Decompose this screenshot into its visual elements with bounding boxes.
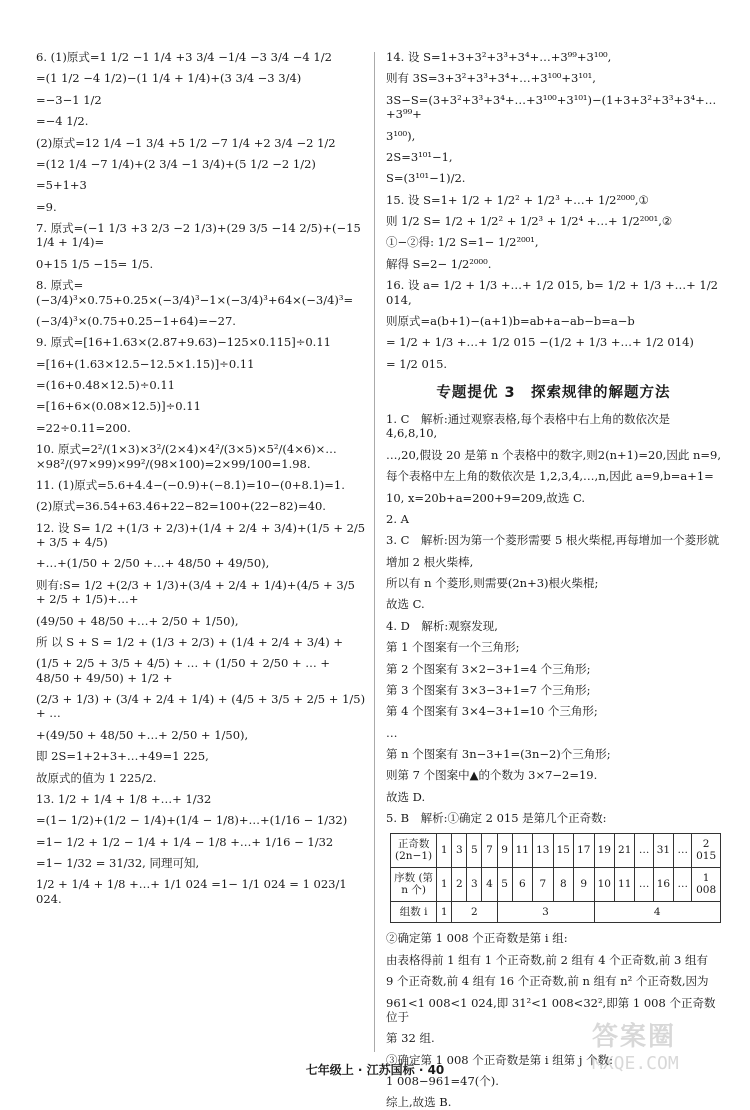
solution-line: 即 2S=1+2+3+…+49=1 225, (36, 749, 209, 764)
solution-line: 3. C 解析:因为第一个菱形需要 5 根火柴棍,再每增加一个菱形就 (386, 533, 720, 548)
table-cell: 2 (452, 867, 467, 901)
solution-line: =(1− 1/2)+(1/2 − 1/4)+(1/4 − 1/8)+…+(1/16 − 1/32) (36, 813, 348, 828)
solution-line: 3S−S=(3+3²+3³+3⁴+…+3¹⁰⁰+3¹⁰¹)−(1+3+3²+3³+3⁴+…+3⁹⁹+ (386, 92, 717, 122)
solution-line: +(49/50 + 48/50 +…+ 2/50 + 1/50), (36, 727, 249, 742)
table-cell: 5 (497, 867, 512, 901)
answers-1-5 (386, 412, 721, 826)
table-cell: 31 (653, 833, 673, 867)
solution-line: 所 以 S + S = 1/2 + (1/3 + 2/3) + (1/4 + 2/4 + 3/4) + (36, 634, 343, 649)
table-row (391, 901, 721, 923)
table-cell: 3 (452, 833, 467, 867)
solution-line: =(16+0.48×12.5)÷0.11 (36, 378, 175, 392)
solution-line: =(12 1/4 −7 1/4)+(2 3/4 −1 3/4)+(5 1/2 −2 1/2) (36, 156, 316, 171)
solution-line: = 1/2 + 1/3 +…+ 1/2 015 −(1/2 + 1/3 +…+ 1/2 014) (386, 335, 694, 350)
solution-line: 综上,故选 B. (386, 1095, 452, 1110)
solution-line: 6. (1)原式=1 1/2 −1 1/4 +3 3/4 −1/4 −3 3/4 −4 1/2 (36, 50, 332, 64)
table-cell: 3 (497, 901, 594, 923)
solution-line: 则第 7 个图案中▲的个数为 3×7−2=19. (386, 768, 598, 783)
solution-line: 2S=3¹⁰¹−1, (386, 149, 453, 164)
solution-line: 1. C 解析:通过观察表格,每个表格中右上角的数依次是 4,6,8,10, (386, 412, 674, 441)
solution-line: =−4 1/2. (36, 114, 89, 129)
solution-line: 3¹⁰⁰), (386, 128, 416, 143)
solution-line: ②确定第 1 008 个正奇数是第 i 组: (386, 931, 568, 946)
solution-line: (−3/4)³×(0.75+0.25−1+64)=−27. (36, 313, 236, 328)
solution-line: 每个表格中左上角的数依次是 1,2,3,4,…,n,因此 a=9,b=a+1= (386, 469, 714, 484)
solution-line: 第 2 个图案有 3×2−3+1=4 个三角形; (386, 661, 591, 676)
table-cell: 2 015 (692, 833, 721, 867)
table-cell: … (674, 833, 692, 867)
solution-line: 所以有 n 个菱形,则需要(2n+3)根火柴棍; (386, 576, 599, 590)
table-cell: 2 (452, 901, 497, 923)
solution-line: S=(3¹⁰¹−1)/2. (386, 171, 466, 186)
solution-line: ③确定第 1 008 个正奇数是第 i 组第 j 个数: (386, 1052, 613, 1067)
odd-number-table (390, 833, 721, 924)
table-cell: … (635, 867, 653, 901)
solution-line: 15. 设 S=1+ 1/2 + 1/2² + 1/2³ +…+ 1/2²⁰⁰⁰,① (386, 192, 649, 207)
table-cell: 7 (482, 833, 497, 867)
table-cell: 1 (437, 833, 452, 867)
solution-line: 11. (1)原式=5.6+4.4−(−0.9)+(−8.1)=10−(0+8.1)=1. (36, 477, 345, 492)
table-cell: 17 (574, 833, 594, 867)
answers-14-16 (386, 50, 721, 371)
solution-line: =(1 1/2 −4 1/2)−(1 1/4 + 1/4)+(3 3/4 −3 3/4) (36, 71, 302, 86)
solution-line: 则原式=a(b+1)−(a+1)b=ab+a−ab−b=a−b (386, 313, 635, 328)
solution-line: =[16+6×(0.08×12.5)]÷0.11 (36, 399, 201, 414)
solution-line: (49/50 + 48/50 +…+ 2/50 + 1/50), (36, 613, 239, 628)
solution-line: 第 3 个图案有 3×3−3+1=7 个三角形; (386, 682, 591, 697)
solution-line: 1/2 + 1/4 + 1/8 +…+ 1/1 024 =1− 1/1 024 = 1 023/1 024. (36, 877, 351, 906)
table-header-cell: 序数 (第 n 个) (391, 867, 437, 901)
table-cell: 1 (437, 901, 452, 923)
solution-line: (1/5 + 2/5 + 3/5 + 4/5) + … + (1/50 + 2/50 + … + 48/50 + 49/50) + 1/2 + (36, 656, 334, 685)
table-cell: 4 (482, 867, 497, 901)
section-heading: 专题提优 3 探索规律的解题方法 (436, 385, 671, 401)
solution-line: = 1/2 015. (386, 356, 448, 371)
solution-line: 9 个正奇数,前 4 组有 16 个正奇数,前 n 组有 n² 个正奇数,因为 (386, 974, 709, 989)
solution-line: 则有:S= 1/2 +(2/3 + 1/3)+(3/4 + 2/4 + 1/4)+(4/5 + 3/5 + 2/5 + 1/5)+…+ (36, 577, 359, 607)
solution-line: 4. D 解析:观察发现, (386, 618, 498, 633)
solution-line: 5. B 解析:①确定 2 015 是第几个正奇数: (386, 811, 607, 826)
solution-line: 14. 设 S=1+3+3²+3³+3⁴+…+3⁹⁹+3¹⁰⁰, (386, 50, 612, 64)
solution-line: 第 4 个图案有 3×4−3+1=10 个三角形; (386, 704, 598, 719)
solution-line: 16. 设 a= 1/2 + 1/3 +…+ 1/2 015, b= 1/2 + 1/3 +…+ 1/2 014, (386, 278, 722, 307)
solution-line: =5+1+3 (36, 178, 87, 193)
watermark-logo-text: 答案圈 (592, 1022, 677, 1052)
solution-line: 故原式的值为 1 225/2. (36, 770, 157, 785)
solution-line: (2)原式=12 1/4 −1 3/4 +5 1/2 −7 1/4 +2 3/4 −2 1/2 (36, 135, 336, 150)
solution-line: =−3−1 1/2 (36, 92, 102, 107)
solution-line: … (386, 725, 398, 740)
solution-line: 10. 原式=2²/(1×3)×3²/(2×4)×4²/(3×5)×5²/(4×6)×…×98²/(97×99)×99²/(98×100)=2×99/100=1.98. (36, 442, 337, 471)
table-cell: … (635, 833, 653, 867)
left-column (36, 50, 369, 1046)
table-cell: 21 (615, 833, 635, 867)
column-divider (374, 52, 375, 1052)
table-cell: 3 (467, 867, 482, 901)
solution-line: 10, x=20b+a=200+9=209,故选 C. (386, 490, 586, 505)
solution-line: (2/3 + 1/3) + (3/4 + 2/4 + 1/4) + (4/5 + 3/5 + 2/5 + 1/5) + … (36, 692, 369, 721)
solution-line: …,20,假设 20 是第 n 个表格中的数字,则2(n+1)=20,因此 n=9, (386, 447, 722, 462)
solution-line: 7. 原式=(−1 1/3 +3 2/3 −2 1/3)+(29 3/5 −14 2/5)+(−15 1/4 + 1/4)= (36, 221, 365, 250)
solution-line: 0+15 1/5 −15= 1/5. (36, 256, 154, 271)
solution-line: =1− 1/32 = 31/32, 同理可知, (36, 856, 200, 870)
solution-line: 故选 C. (386, 597, 425, 612)
page-footer: 七年级上 · 江苏国标 · 40 (305, 1063, 445, 1077)
table-cell: 1 008 (692, 867, 721, 901)
solution-line: 由表格得前 1 组有 1 个正奇数,前 2 组有 4 个正奇数,前 3 组有 (386, 952, 708, 967)
solution-line: 2. A (386, 511, 409, 526)
table-cell: 9 (497, 833, 512, 867)
solution-line: =[16+(1.63×12.5−12.5×1.15)]÷0.11 (36, 356, 255, 371)
solution-line: 故选 D. (386, 789, 426, 804)
table-cell: 10 (594, 867, 614, 901)
table-header-cell: 正奇数 (2n−1) (391, 833, 437, 867)
watermark-site-text: MXQE.COM (592, 1053, 679, 1074)
table-cell: 5 (467, 833, 482, 867)
solution-line: +…+(1/50 + 2/50 +…+ 48/50 + 49/50), (36, 556, 270, 571)
solution-line: 12. 设 S= 1/2 +(1/3 + 2/3)+(1/4 + 2/4 + 3/4)+(1/5 + 2/5 + 3/5 + 4/5) (36, 520, 369, 549)
table-row (391, 867, 721, 901)
table-row (391, 833, 721, 867)
solution-line: 第 1 个图案有一个三角形; (386, 640, 520, 655)
solution-line: =1− 1/2 + 1/2 − 1/4 + 1/4 − 1/8 +…+ 1/16 − 1/32 (36, 834, 334, 849)
solution-line: 8. 原式=(−3/4)³×0.75+0.25×(−3/4)³−1×(−3/4)³+64×(−3/4)³= (36, 278, 354, 307)
table-cell: 8 (553, 867, 573, 901)
solution-line: 第 n 个图案有 3n−3+1=(3n−2)个三角形; (386, 747, 611, 761)
table-cell: 16 (653, 867, 673, 901)
table-cell: … (674, 867, 692, 901)
table-cell: 9 (574, 867, 594, 901)
table-cell: 4 (594, 901, 720, 923)
table-cell: 19 (594, 833, 614, 867)
solution-line: 则有 3S=3+3²+3³+3⁴+…+3¹⁰⁰+3¹⁰¹, (386, 71, 596, 86)
table-cell: 15 (553, 833, 573, 867)
table-header-cell: 组数 i (391, 901, 437, 923)
table-cell: 1 (437, 867, 452, 901)
solution-line: 9. 原式=[16+1.63×(2.87+9.63)−125×0.115]÷0.11 (36, 335, 331, 350)
solution-line: (2)原式=36.54+63.46+22−82=100+(22−82)=40. (36, 499, 326, 514)
table-cell: 13 (533, 833, 553, 867)
solution-line: 13. 1/2 + 1/4 + 1/8 +…+ 1/32 (36, 791, 212, 806)
solution-line: 则 1/2 S= 1/2 + 1/2² + 1/2³ + 1/2⁴ +…+ 1/2²⁰⁰¹,② (386, 214, 673, 228)
table-cell: 6 (512, 867, 532, 901)
solution-line: =9. (36, 199, 57, 214)
solution-line: 增加 2 根火柴棒, (386, 554, 474, 569)
table-cell: 11 (615, 867, 635, 901)
solution-line: 第 32 组. (386, 1031, 435, 1046)
solution-line: 961<1 008<1 024,即 31²<1 008<32²,即第 1 008 个正奇数位于 (386, 995, 716, 1024)
solution-line: ①−②得: 1/2 S=1− 1/2²⁰⁰¹, (386, 235, 539, 250)
watermark-logo (592, 1016, 732, 1074)
solution-line: 解得 S=2− 1/2²⁰⁰⁰. (386, 256, 492, 271)
table-cell: 11 (512, 833, 532, 867)
solution-line: 1 008−961=47(个). (386, 1074, 499, 1089)
solution-line: =22÷0.11=200. (36, 420, 131, 435)
table-cell: 7 (533, 867, 553, 901)
